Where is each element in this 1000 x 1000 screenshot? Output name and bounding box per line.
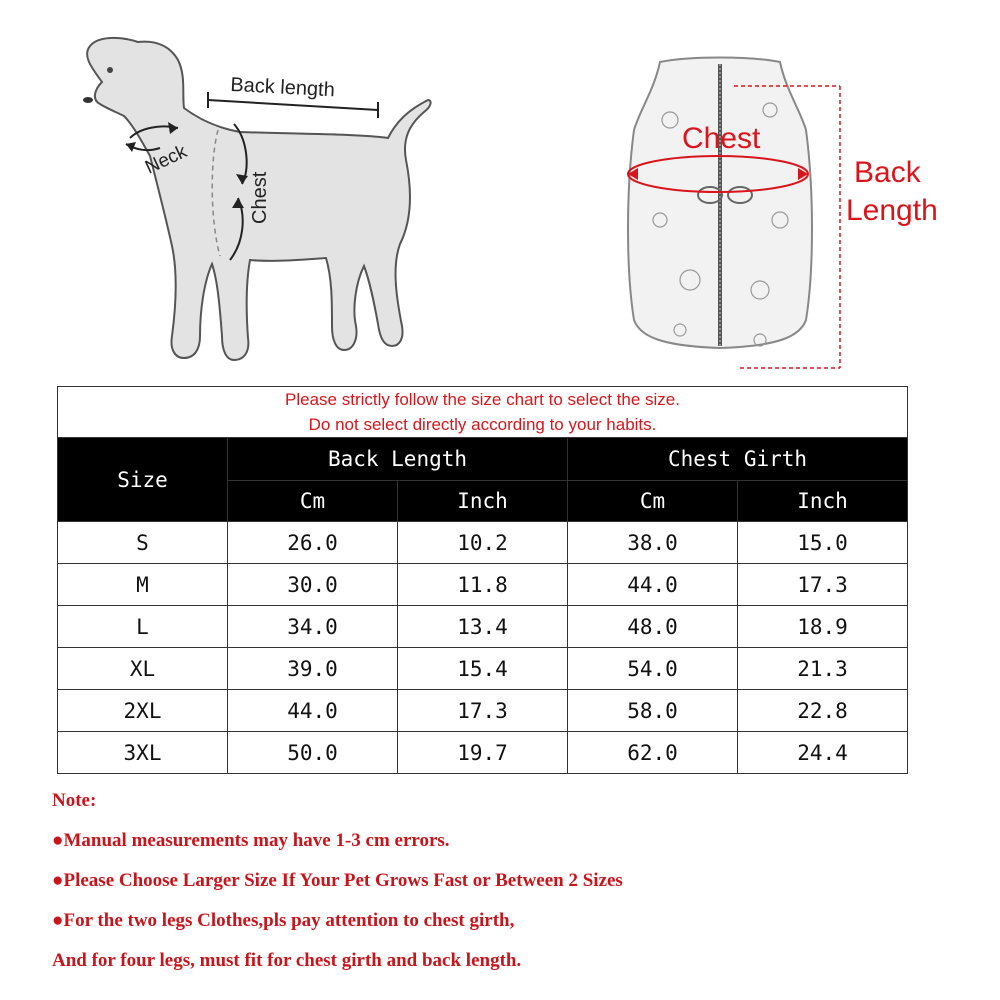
size-cell: S: [58, 522, 228, 564]
chest-inch-cell: 21.3: [738, 648, 908, 690]
table-row: [58, 690, 908, 732]
chest-inch-cell: 15.0: [738, 522, 908, 564]
chest-cm-cell: 38.0: [568, 522, 738, 564]
note-item: ●For the two legs Clothes,pls pay attention to chest girth,: [52, 910, 515, 931]
chest-cm-cell: 62.0: [568, 732, 738, 774]
dog-neck-label: Neck: [142, 141, 191, 179]
size-cell: L: [58, 606, 228, 648]
back-cm-cell: 34.0: [228, 606, 398, 648]
chest-cm-cell: 54.0: [568, 648, 738, 690]
chest-cm-cell: 58.0: [568, 690, 738, 732]
vest-back-label-line1: Back: [854, 156, 921, 189]
chest-cm-cell: 44.0: [568, 564, 738, 606]
back-inch-cell: 13.4: [398, 606, 568, 648]
chest-inch-cell: 24.4: [738, 732, 908, 774]
size-notice: [58, 387, 908, 438]
chest-inch-cell: 22.8: [738, 690, 908, 732]
size-cell: 2XL: [58, 690, 228, 732]
size-chart-table: [57, 386, 908, 774]
back-length-header: Back Length: [228, 438, 568, 481]
note-item: ●Please Choose Larger Size If Your Pet Grows Fast or Between 2 Sizes: [52, 870, 623, 891]
unit-header: Inch: [738, 481, 908, 522]
note-title: Note:: [52, 790, 97, 811]
header-row-groups: [58, 438, 908, 481]
table-row: [58, 564, 908, 606]
note-item: And for four legs, must fit for chest girth and back length.: [52, 950, 522, 971]
notice-line-2: Do not select directly according to your habits.: [308, 415, 657, 434]
vest-measurement-illustration: [610, 50, 980, 380]
table-row: [58, 522, 908, 564]
note-item: ●Manual measurements may have 1-3 cm errors.: [52, 830, 450, 851]
unit-header: Inch: [398, 481, 568, 522]
dog-chest-label: Chest: [249, 171, 271, 224]
size-cell: XL: [58, 648, 228, 690]
back-cm-cell: 39.0: [228, 648, 398, 690]
vest-back-label-line2: Length: [846, 194, 938, 227]
back-inch-cell: 10.2: [398, 522, 568, 564]
chest-cm-cell: 48.0: [568, 606, 738, 648]
back-inch-cell: 11.8: [398, 564, 568, 606]
unit-header: Cm: [568, 481, 738, 522]
size-rows: [58, 522, 908, 774]
back-inch-cell: 15.4: [398, 648, 568, 690]
notice-row: [58, 387, 908, 438]
table-row: [58, 732, 908, 774]
back-cm-cell: 44.0: [228, 690, 398, 732]
dog-measurement-illustration: [40, 20, 500, 380]
back-cm-cell: 30.0: [228, 564, 398, 606]
chest-inch-cell: 18.9: [738, 606, 908, 648]
size-cell: M: [58, 564, 228, 606]
chest-girth-header: Chest Girth: [568, 438, 908, 481]
notice-line-1: Please strictly follow the size chart to select the size.: [285, 390, 680, 409]
unit-header: Cm: [228, 481, 398, 522]
back-cm-cell: 26.0: [228, 522, 398, 564]
back-inch-cell: 19.7: [398, 732, 568, 774]
chest-inch-cell: 17.3: [738, 564, 908, 606]
size-column-header: Size: [58, 438, 228, 522]
dog-back-length-label: Back length: [229, 73, 336, 102]
table-row: [58, 606, 908, 648]
back-cm-cell: 50.0: [228, 732, 398, 774]
size-cell: 3XL: [58, 732, 228, 774]
back-inch-cell: 17.3: [398, 690, 568, 732]
vest-chest-label: Chest: [682, 122, 761, 155]
table-row: [58, 648, 908, 690]
